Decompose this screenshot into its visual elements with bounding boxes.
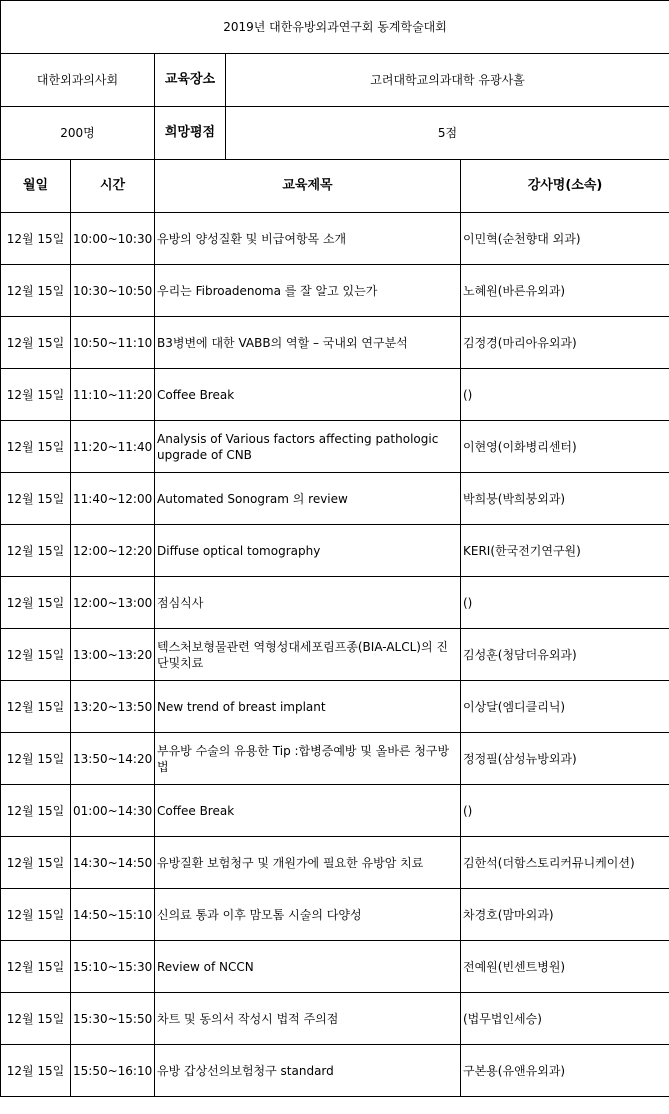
session-date: 12월 15일 [1, 317, 71, 369]
session-date: 12월 15일 [1, 941, 71, 993]
session-speaker: 이상달(엠디클리닉) [461, 681, 669, 733]
table-row [1, 941, 669, 993]
session-speaker: 정정필(삼성뉴방외과) [461, 733, 669, 785]
event-title: 2019년 대한유방외과연구회 동계학술대회 [1, 1, 669, 54]
points-label: 희망평점 [155, 107, 226, 160]
session-date: 12월 15일 [1, 629, 71, 681]
session-speaker: 차경호(맘마외과) [461, 889, 669, 941]
session-title: Review of NCCN [155, 941, 461, 993]
session-title: 유방질환 보험청구 및 개원가에 필요한 유방암 치료 [155, 837, 461, 889]
session-date: 12월 15일 [1, 837, 71, 889]
session-date: 12월 15일 [1, 473, 71, 525]
session-title: 우리는 Fibroadenoma 를 잘 알고 있는가 [155, 265, 461, 317]
session-title: 유방 갑상선의보험청구 standard [155, 1045, 461, 1097]
venue-label: 교육장소 [155, 54, 226, 107]
session-time: 01:00~14:30 [71, 785, 155, 837]
session-date: 12월 15일 [1, 733, 71, 785]
table-row [1, 369, 669, 421]
session-date: 12월 15일 [1, 785, 71, 837]
session-date: 12월 15일 [1, 265, 71, 317]
session-date: 12월 15일 [1, 525, 71, 577]
session-time: 13:00~13:20 [71, 629, 155, 681]
session-time: 15:30~15:50 [71, 993, 155, 1045]
session-date: 12월 15일 [1, 213, 71, 265]
session-title: Analysis of Various factors affecting pathologic upgrade of CNB [155, 421, 461, 473]
title-row [1, 1, 669, 54]
session-title: 부유방 수술의 유용한 Tip :합병증예방 및 올바른 청구방법 [155, 733, 461, 785]
table-row [1, 785, 669, 837]
session-speaker: KERI(한국전기연구원) [461, 525, 669, 577]
session-date: 12월 15일 [1, 993, 71, 1045]
session-time: 10:00~10:30 [71, 213, 155, 265]
session-title: Automated Sonogram 의 review [155, 473, 461, 525]
column-header-time: 시간 [71, 160, 155, 213]
venue-value: 고려대학교의과대학 유광사홀 [226, 54, 669, 107]
session-title: 텍스처보형물관련 역형성대세포림프종(BIA-ALCL)의 진단및치료 [155, 629, 461, 681]
table-row [1, 681, 669, 733]
session-time: 13:50~14:20 [71, 733, 155, 785]
table-row [1, 629, 669, 681]
table-row [1, 1045, 669, 1097]
table-row [1, 993, 669, 1045]
table-row [1, 213, 669, 265]
table-row [1, 265, 669, 317]
session-time: 12:00~12:20 [71, 525, 155, 577]
table-row [1, 577, 669, 629]
venue-row [1, 54, 669, 107]
session-title: Coffee Break [155, 785, 461, 837]
session-title: Diffuse optical tomography [155, 525, 461, 577]
session-time: 15:50~16:10 [71, 1045, 155, 1097]
session-time: 11:10~11:20 [71, 369, 155, 421]
session-speaker: 이민혁(순천향대 외과) [461, 213, 669, 265]
session-time: 11:20~11:40 [71, 421, 155, 473]
table-row [1, 317, 669, 369]
column-header-speaker: 강사명(소속) [461, 160, 669, 213]
session-speaker: () [461, 369, 669, 421]
session-speaker: 김성훈(청담더유외과) [461, 629, 669, 681]
session-time: 12:00~13:00 [71, 577, 155, 629]
session-speaker: 김한석(더함스토리커뮤니케이션) [461, 837, 669, 889]
session-speaker: 노혜원(바른유외과) [461, 265, 669, 317]
table-row [1, 473, 669, 525]
session-speaker: 이현영(이화병리센터) [461, 421, 669, 473]
session-date: 12월 15일 [1, 889, 71, 941]
session-title: B3병변에 대한 VABB의 역할 – 국내외 연구분석 [155, 317, 461, 369]
session-time: 11:40~12:00 [71, 473, 155, 525]
table-row [1, 525, 669, 577]
session-title: New trend of breast implant [155, 681, 461, 733]
organizer: 대한외과의사회 [1, 54, 155, 107]
session-title: 신의료 통과 이후 맘모톰 시술의 다양성 [155, 889, 461, 941]
session-time: 15:10~15:30 [71, 941, 155, 993]
session-time: 14:50~15:10 [71, 889, 155, 941]
session-speaker: () [461, 577, 669, 629]
column-header-title: 교육제목 [155, 160, 461, 213]
session-title: 유방의 양성질환 및 비급여항목 소개 [155, 213, 461, 265]
session-date: 12월 15일 [1, 369, 71, 421]
session-speaker: 구본용(유앤유외과) [461, 1045, 669, 1097]
table-row [1, 889, 669, 941]
session-time: 13:20~13:50 [71, 681, 155, 733]
session-speaker: () [461, 785, 669, 837]
session-speaker: 김정경(마리아유외과) [461, 317, 669, 369]
table-row [1, 837, 669, 889]
capacity-row [1, 107, 669, 160]
capacity-value: 200명 [1, 107, 155, 160]
session-time: 14:30~14:50 [71, 837, 155, 889]
column-header-row [1, 160, 669, 213]
session-speaker: 박희붕(박희붕외과) [461, 473, 669, 525]
session-speaker: 전예원(빈센트병원) [461, 941, 669, 993]
session-speaker: (법무법인세승) [461, 993, 669, 1045]
session-date: 12월 15일 [1, 1045, 71, 1097]
points-value: 5점 [226, 107, 669, 160]
session-title: Coffee Break [155, 369, 461, 421]
session-time: 10:50~11:10 [71, 317, 155, 369]
session-date: 12월 15일 [1, 681, 71, 733]
table-row [1, 733, 669, 785]
column-header-date: 월일 [1, 160, 71, 213]
session-title: 점심식사 [155, 577, 461, 629]
session-time: 10:30~10:50 [71, 265, 155, 317]
session-date: 12월 15일 [1, 421, 71, 473]
session-date: 12월 15일 [1, 577, 71, 629]
session-title: 차트 및 동의서 작성시 법적 주의점 [155, 993, 461, 1045]
table-row [1, 421, 669, 473]
